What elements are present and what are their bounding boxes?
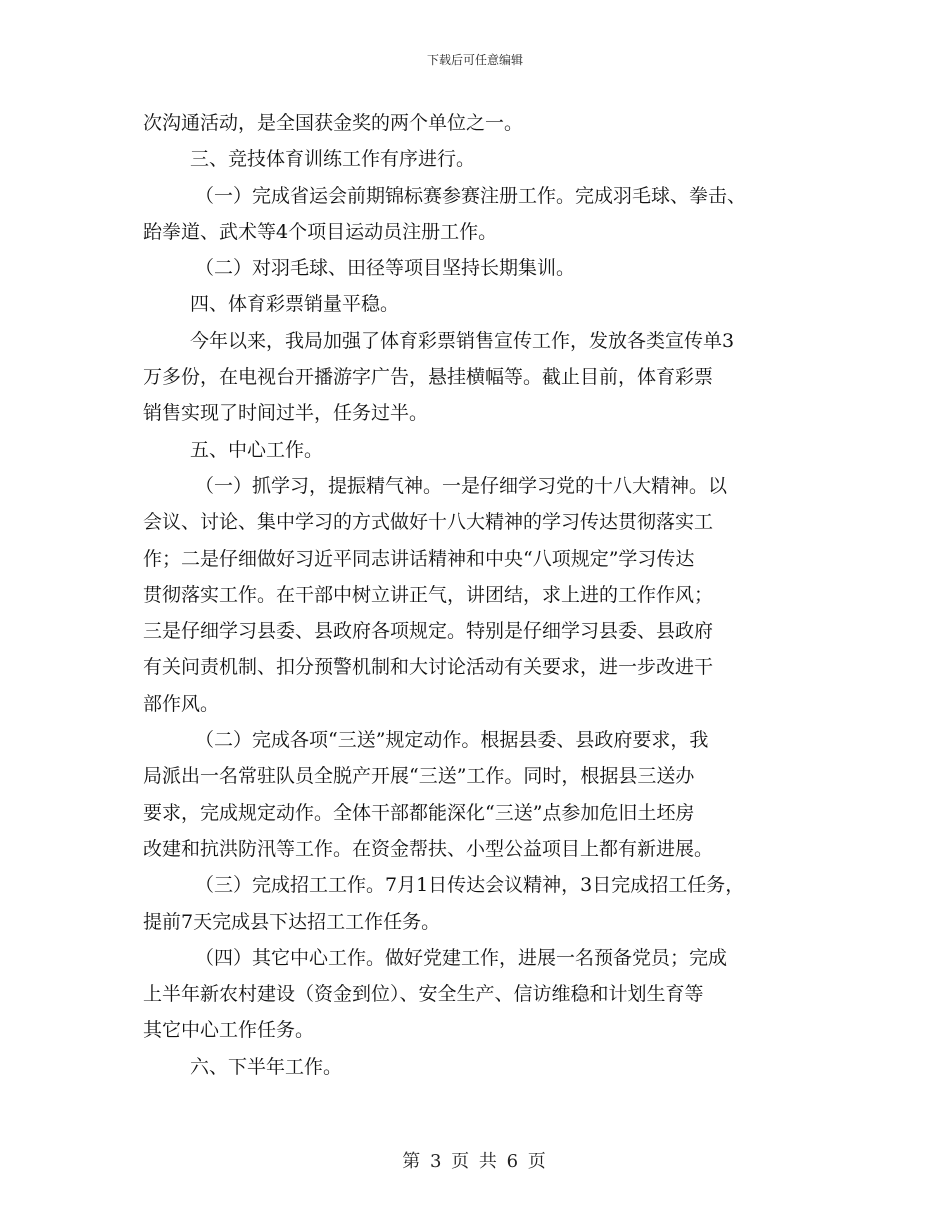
paragraph-start: 今年以来，我局加强了体育彩票销售宣传工作，发放各类宣传单3 — [190, 329, 735, 352]
page-number: 第 3 页 共 6 页 — [402, 1151, 548, 1172]
document-body — [143, 105, 813, 1085]
body-line: 提前7天完成县下达招工工作任务。 — [143, 910, 441, 933]
body-line: 万多份，在电视台开播游字广告，悬挂横幅等。截止目前，体育彩票 — [143, 366, 714, 389]
body-line: 销售实现了时间过半，任务过半。 — [143, 402, 429, 425]
paragraph-start: （四）其它中心工作。做好党建工作，进展一名预备党员；完成 — [195, 946, 728, 969]
body-line: 有关问责机制、扣分预警机制和大讨论活动有关要求，进一步改进干 — [143, 656, 714, 679]
body-line: 会议、讨论、集中学习的方式做好十八大精神的学习传达贯彻落实工 — [143, 511, 714, 534]
body-line: 贯彻落实工作。在干部中树立讲正气，讲团结，求上进的工作作风； — [143, 583, 714, 606]
section-heading: 三、竞技体育训练工作有序进行。 — [190, 148, 476, 171]
section-heading: 四、体育彩票销量平稳。 — [190, 293, 400, 316]
body-line: 作；二是仔细做好习近平同志讲话精神和中央“八项规定”学习传达 — [143, 547, 695, 570]
body-line: 三是仔细学习县委、县政府各项规定。特别是仔细学习县委、县政府 — [143, 620, 714, 643]
body-line: 要求，完成规定动作。全体干部都能深化“三送”点参加危旧土坯房 — [143, 801, 695, 824]
paragraph-start: （三）完成招工工作。7月1日传达会议精神，3日完成招工任务， — [195, 874, 745, 897]
body-line: 其它中心工作任务。 — [143, 1019, 315, 1042]
body-line: 跆拳道、武术等4个项目运动员注册工作。 — [143, 220, 498, 243]
body-line: 次沟通活动，是全国获金奖的两个单位之一。 — [143, 112, 524, 134]
body-line: 部作风。 — [143, 692, 220, 715]
paragraph-start: （二）完成各项“三送”规定动作。根据县委、县政府要求，我 — [195, 729, 709, 752]
section-heading: 五、中心工作。 — [190, 438, 324, 461]
body-line: 上半年新农村建设（资金到位）、安全生产、信访维稳和计划生育等 — [143, 983, 704, 1006]
section-heading: 六、下半年工作。 — [190, 1055, 343, 1078]
body-line: 局派出一名常驻队员全脱产开展“三送”工作。同时，根据县三送办 — [143, 765, 695, 788]
paragraph-start: （二）对羽毛球、田径等项目坚持长期集训。 — [195, 257, 576, 280]
body-line: 改建和抗洪防汛等工作。在资金帮扶、小型公益项目上都有新进展。 — [143, 837, 714, 860]
paragraph-start: （一）抓学习，提振精气神。一是仔细学习党的十八大精神。以 — [195, 474, 728, 497]
paragraph-start: （一）完成省运会前期锦标赛参赛注册工作。完成羽毛球、拳击、 — [195, 184, 747, 207]
page-header-note: 下载后可任意编辑 — [426, 53, 523, 67]
